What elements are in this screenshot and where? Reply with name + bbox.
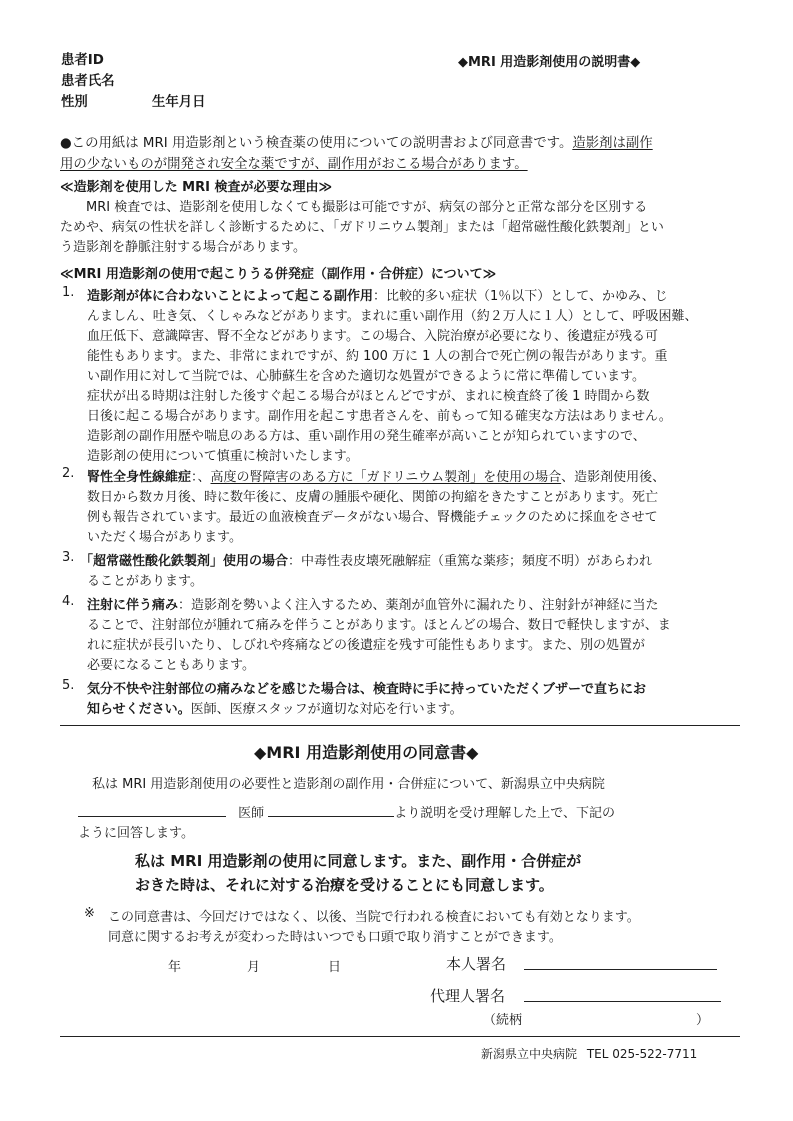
document-title: ◆MRI 用造影剤使用の説明書◆ <box>458 55 641 70</box>
item-5-title: 気分不快や注射部位の痛みなどを感じた場合は、検査時に手に持っていただくブザーで直ちにお <box>87 682 647 697</box>
item-1-line: 能性もあります。また、非常にまれですが、約 100 万に 1 人の割合で死亡例の報告があります。重 <box>87 349 668 364</box>
item-1-line: 症状が出る時期は注射した後すぐ起こる場合がほとんどですが、まれに検査終了後 1 時間から数 <box>87 389 650 404</box>
note-mark: ※ <box>84 906 95 921</box>
item-4-line: れに症状が長引いたり、しびれや疼痛などの後遺症を残す可能性もあります。また、別の処置が <box>87 638 645 653</box>
footer-divider <box>60 1036 740 1037</box>
intro-underlined: 造影剤は副作 <box>572 136 653 151</box>
item-4-title: 注射に伴う痛み <box>87 598 179 613</box>
item-3-title: 「超常磁性酸化鉄製剤」使用の場合 <box>80 554 289 569</box>
consent-title: ◆MRI 用造影剤使用の同意書◆ <box>254 743 479 762</box>
item-1-line: んましん、吐き気、くしゃみなどがあります。まれに重い副作用（約２万人に１人）として、呼吸困難、 <box>87 309 698 324</box>
footer <box>481 1045 697 1062</box>
relation-close: ） <box>696 1013 710 1028</box>
patient-name-label: 患者氏名 <box>61 74 115 89</box>
year-label: 年 <box>168 960 182 975</box>
proxy-signature-field[interactable] <box>524 987 721 1002</box>
item-2-title: 腎性全身性線維症 <box>87 470 192 485</box>
item-1-text: ：比較的多い症状（1％以下）として、かゆみ、じ <box>373 289 668 304</box>
item-1-first-line <box>87 285 668 304</box>
reason-line: う造影剤を静脈注射する場合があります。 <box>60 240 306 255</box>
item-2-line: 数日から数カ月後、時に数年後に、皮膚の腫脹や硬化、関節の拘縮をきたすことがあります。死亡 <box>87 490 658 505</box>
month-label: 月 <box>247 960 261 975</box>
item-2-first-line <box>87 466 665 485</box>
consent-line-1: 私は MRI 用造影剤使用の必要性と造影剤の副作用・合併症について、新潟県立中央病院 <box>92 777 605 792</box>
item-4-line: ることで、注射部位が腫れて痛みを伴うことがあります。ほとんどの場合、数日で軽快しますが、ま <box>87 618 671 633</box>
reason-heading: ≪造影剤を使用した MRI 検査が必要な理由≫ <box>60 180 333 195</box>
item-2-line: いただく場合があります。 <box>87 530 242 545</box>
item-1-line: 造影剤の使用について慎重に検討いたします。 <box>87 449 359 464</box>
item-number: 2. <box>62 466 75 481</box>
item-4-text: ：造影剤を勢いよく注入するため、薬剤が血管外に漏れたり、注射針が神経に当た <box>178 598 659 613</box>
intro-line-1 <box>60 132 653 151</box>
item-3-first-line <box>80 550 652 569</box>
intro-text: ●この用紙は MRI 用造影剤という検査薬の使用についての説明書および同意書です。 <box>60 136 573 151</box>
intro-line-2: 用の少ないものが開発され安全な薬ですが、副作用がおこる場合があります。 <box>60 157 528 172</box>
item-1-line: い副作用に対して当院では、心肺蘇生を含めた適切な処置ができるように常に準備しています。 <box>87 369 645 384</box>
item-number: 1. <box>62 285 75 300</box>
consent-line-2-end: より説明を受け理解した上で、下記の <box>394 806 616 821</box>
item-2-line: 例も報告されています。最近の血液検査データがない場合、腎機能チェックのために採血をさせて <box>87 510 658 525</box>
reason-line: ためや、病気の性状を詳しく診断するために、「ガドリニウム製剤」または「超常磁性酸化鉄製剤」とい <box>60 220 664 235</box>
agreement-line-1: 私は MRI 用造影剤の使用に同意します。また、副作用・合併症が <box>135 852 582 870</box>
agreement-line-2: おきた時は、それに対する治療を受けることにも同意します。 <box>135 876 554 894</box>
item-number: 3. <box>62 550 75 565</box>
item-5-bold: 知らせください。 <box>87 702 191 717</box>
relation-open: （続柄 <box>483 1013 523 1028</box>
item-2-underlined: 高度の腎障害のある方に「ガドリニウム製剤」を使用の場合 <box>210 470 562 485</box>
consent-line-2 <box>78 802 615 821</box>
doctor-name-field[interactable] <box>268 802 394 817</box>
department-field[interactable] <box>78 802 226 817</box>
day-label: 日 <box>328 960 342 975</box>
footer-hospital: 新潟県立中央病院 <box>481 1047 578 1061</box>
item-4-line: 必要になることもあります。 <box>87 658 255 673</box>
patient-id-label: 患者ID <box>61 53 104 68</box>
item-1-line: 日後に起こる場合があります。副作用を起こす患者さんを、前もって知る確実な方法はありません。 <box>87 409 672 424</box>
item-3-line: ることがあります。 <box>87 574 203 589</box>
consent-line-3: ように回答します。 <box>78 826 194 841</box>
footer-tel: TEL 025-522-7711 <box>586 1047 698 1061</box>
item-5-text: 医師、医療スタッフが適切な対応を行います。 <box>190 702 463 717</box>
item-1-title: 造影剤が体に合わないことによって起こる副作用 <box>87 289 374 304</box>
item-2-text: ：、 <box>191 470 211 485</box>
self-signature-field[interactable] <box>524 955 717 970</box>
item-1-line: 造影剤の副作用歴や喘息のある方は、重い副作用の発生確率が高いことが知られていますので、 <box>87 429 646 444</box>
doctor-label: 医師 <box>238 806 265 821</box>
note-line-2: 同意に関するお考えが変わった時はいつでも口頭で取り消すことができます。 <box>108 930 562 945</box>
item-3-text: ：中毒性表皮壊死融解症（重篤な薬疹；頻度不明）があらわれ <box>288 554 653 569</box>
reason-line: MRI 検査では、造影剤を使用しなくても撮影は可能ですが、病気の部分と正常な部分を区別する <box>86 200 648 215</box>
note-line-1: この同意書は、今回だけではなく、以後、当院で行われる検査においても有効となります。 <box>108 910 640 925</box>
item-5-line <box>87 698 463 717</box>
item-2-text: 、造影剤使用後、 <box>561 470 666 485</box>
complications-heading: ≪MRI 用造影剤の使用で起こりうる併発症（副作用・合併症）について≫ <box>60 267 497 282</box>
proxy-signature-label: 代理人署名 <box>430 987 506 1005</box>
self-signature-label: 本人署名 <box>446 955 507 973</box>
sex-label: 性別 <box>61 95 88 110</box>
section-divider <box>60 725 740 726</box>
item-1-line: 血圧低下、意識障害、腎不全などがあります。この場合、入院治療が必要になり、後遺症が残る可 <box>87 329 658 344</box>
item-number: 5. <box>62 678 75 693</box>
item-4-first-line <box>87 594 659 613</box>
birthdate-label: 生年月日 <box>152 95 206 110</box>
item-number: 4. <box>62 594 75 609</box>
